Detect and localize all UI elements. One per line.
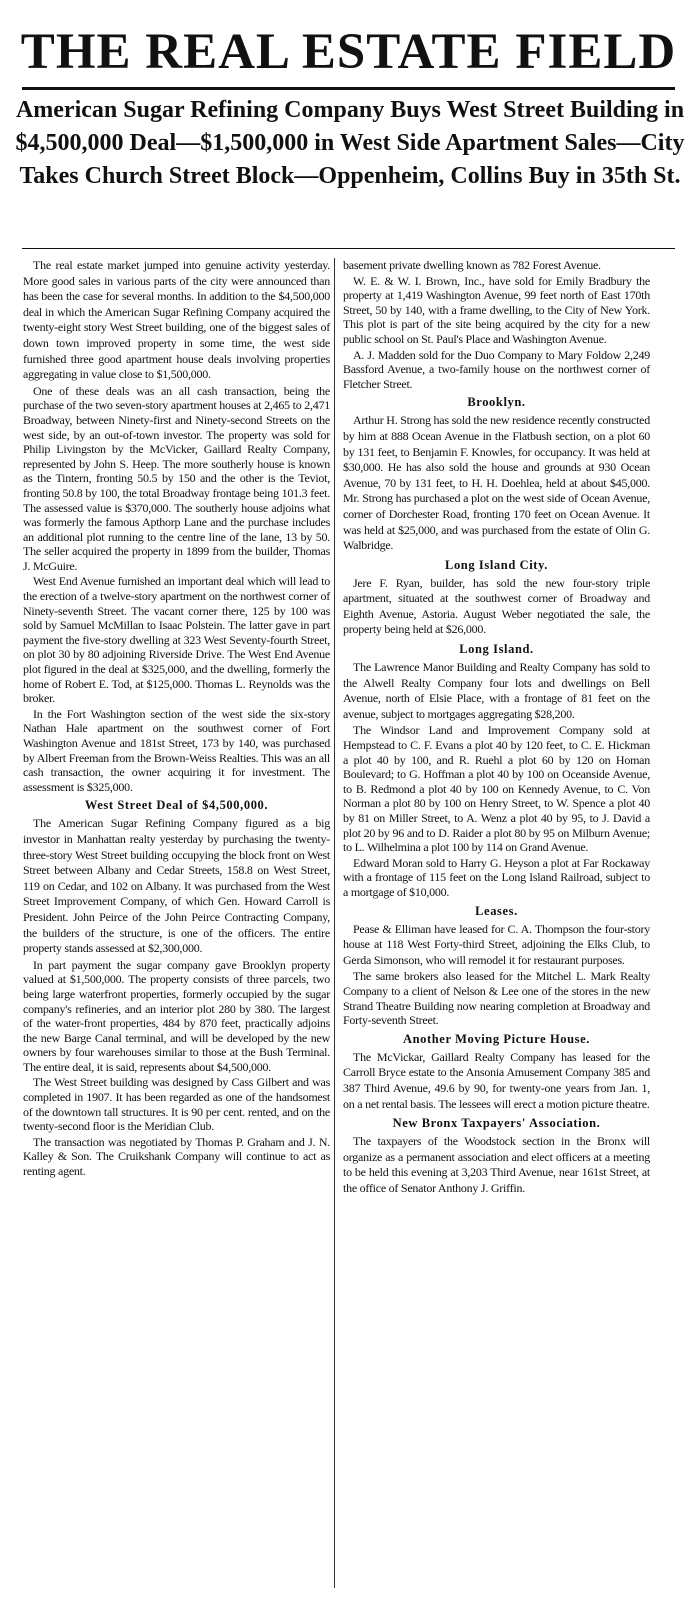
paragraph: The McVickar, Gaillard Realty Company has leased for the Carroll Bryce estate to the Ansonia Amusement Company 385 and 387 Third Avenue, 49.6 by 90, for twenty-one years from Jan. 1, on a net rental basis. The lessees will erect a motion picture theatre. — [343, 1049, 650, 1111]
section-heading: Long Island City. — [445, 557, 548, 572]
paragraph: A. J. Madden sold for the Duo Company to Mary Foldow 2,249 Bassford Avenue, a two-family house on the northwest corner of Fletcher Street. — [343, 347, 650, 391]
paragraph: One of these deals was an all cash transaction, being the purchase of the two seven-story apartment houses at 2,465 to 2,471 Broadway, between Ninety-first and Ninety-second Streets on the west side, by an out-of-town investor. The property was sold for Philip Livingston by the McVicker, Gaillard Realty Company, represented by John S. Heep. The more southerly house is known as the Tintern, fronting 50.5 by 150 and the other is the Teviot, fronting 50.8 by 100, the total Broadway frontage being 101.3 feet. The assessed value is $370,000. The southerly house adjoins what was formerly the famous Apthorp Lane and the purchase includes an additional plot running to the centre line of the lane, 13 by 50. The seller acquired the property in 1899 from the builder, Thomas J. McGuire. — [23, 383, 330, 573]
paragraph: The real estate market jumped into genuine activity yesterday. More good sales in various parts of the city were announced than has been the case for several months. In addition to the $4,500,000 deal in which the American Sugar Refining Company acquired the twenty-eight story West Street building, one of the biggest sales of down town improved property in some time, the west side furnished three good apartment house deals involving properties aggregating in value close to $1,500,000. — [23, 258, 330, 382]
section-heading: West Street Deal of $4,500,000. — [84, 798, 269, 813]
section-heading: Long Island. — [459, 642, 534, 657]
deck-subheadline: American Sugar Refining Company Buys West Street Building in $4,500,000 Deal—$1,500,000 in West Side Apartment Sales—City Takes Church Street Block—Oppenheim, Collins Buy in 35th St. — [15, 97, 685, 189]
paragraph: Arthur H. Strong has sold the new residence recently constructed by him at 888 Ocean Avenue in the Flatbush section, on a plot 60 by 131 feet, to Benjamin F. Knowles, for occupancy. It was held at $30,000. He has also sold the house and grounds at 930 Ocean Avenue, 70 by 131 feet, to H. H. Doehlea, held at about $45,000. Mr. Strong has purchased a plot on the west side of Ocean Avenue, corner of Dorchester Road, fronting 170 feet on Ocean Avenue. It was held at $25,000, and was purchased from the estate of Olin G. Walbridge. — [343, 413, 650, 553]
deck-rule — [22, 248, 675, 249]
paragraph: The taxpayers of the Woodstock section in the Bronx will organize as a permanent association and elect officers at a meeting to be held this evening at 3,203 Third Avenue, near 161st Street, at the office of Senator Anthony J. Griffin. — [343, 1134, 650, 1195]
paragraph: Pease & Elliman have leased for C. A. Thompson the four-story house at 118 West Forty-third Street, adjoining the Elks Club, to Gerda Simonson, who will remodel it for restaurant purposes. — [343, 921, 650, 967]
section-heading: Brooklyn. — [467, 395, 526, 410]
paragraph: W. E. & W. I. Brown, Inc., have sold for Emily Bradbury the property at 1,419 Washington Avenue, 99 feet north of East 170th Street, 50 by 140, with a frame dwelling, to the City of New York. This plot is part of the site being acquired by the city for a new public school on St. Paul's Place and Washington Avenue. — [343, 273, 650, 346]
paragraph: In part payment the sugar company gave Brooklyn property valued at $1,500,000. The property consists of three parcels, two being large waterfront properties, formerly occupied by the sugar company's refineries, and an interior plot 280 by 380. The largest of the water-front properties, 484 by 870 feet, practically adjoins the new Barge Canal terminal, and will be developed by the new owners by four warehouses similar to those at the Bush Terminal. The entire deal, it is said, represents about $4,500,000. — [23, 957, 330, 1074]
section-heading: Another Moving Picture House. — [402, 1031, 591, 1046]
left-column — [23, 258, 330, 1180]
section-heading: New Bronx Taxpayers' Association. — [392, 1116, 601, 1131]
paragraph: West End Avenue furnished an important deal which will lead to the erection of a twelve-story apartment on the northwest corner of Ninety-seventh Street. The vacant corner there, 125 by 100 was sold by Samuel McMillan to Isaac Polstein. The latter gave in part payment the five-story dwelling at 323 West Seventy-fourth Street, on plot 30 by 80 adjoining Riverside Drive. The West End Avenue plot figured in the deal at $325,000, and the dwelling, formerly the home of Robert E. Tod, at $125,000. Thomas L. Reynolds was the broker. — [23, 574, 330, 706]
paragraph: The Windsor Land and Improvement Company sold at Hempstead to C. F. Evans a plot 40 by 120 feet, to C. E. Hickman a plot 40 by 100, and R. Ruehl a plot 60 by 120 on Homan Boulevard; to G. Hoffman a plot 40 by 100 on Oceanside Avenue, to B. Redmond a plot 40 by 100 on Kennedy Avenue, to C. Von Norman a plot 80 by 100 on Henry Street, to W. Spence a plot 40 by 81 on Miller Street, to A. Wenz a plot 40 by 95, to J. David a plot 20 by 96 and to D. Raider a plot 80 by 95 on Milburn Avenue; to L. Wilhelmina a plot 100 by 114 on Grand Avenue. — [343, 723, 650, 855]
paragraph: The Lawrence Manor Building and Realty Company has sold to the Alwell Realty Company four lots and dwellings on Bell Avenue, north of Elsie Place, with a frontage of 81 feet on the avenue, subject to mortgages aggregating $28,200. — [343, 660, 650, 721]
paragraph: The transaction was negotiated by Thomas P. Graham and J. N. Kalley & Son. The Cruikshank Company will continue to act as renting agent. — [23, 1134, 330, 1179]
paragraph: basement private dwelling known as 782 Forest Avenue. — [343, 258, 601, 272]
paragraph: The West Street building was designed by Cass Gilbert and was completed in 1907. It has been regarded as one of the handsomest of the downtown tall structures. It is 90 per cent. rented, and on the twenty-second floor is the Meridian Club. — [23, 1075, 330, 1134]
headline: THE REAL ESTATE FIELD — [20, 24, 677, 80]
column-divider — [334, 258, 335, 1588]
section-heading: Leases. — [475, 903, 518, 918]
paragraph: In the Fort Washington section of the west side the six-story Nathan Hale apartment on the southwest corner of Fort Washington Avenue and 181st Street, 173 by 140, was purchased by Albert Freeman from the Brown-Weiss Realties. This was an all cash transaction, the owner acquiring it for investment. The assessment is $325,000. — [23, 706, 330, 794]
paragraph: The same brokers also leased for the Mitchel L. Mark Realty Company to a client of Nelson & Lee one of the stores in the new Strand Theatre Building now nearing completion at Broadway and Forty-seventh Street. — [343, 969, 650, 1028]
paragraph: Jere F. Ryan, builder, has sold the new four-story triple apartment, situated at the southwest corner of Broadway and Eighth Avenue, Astoria. August Weber negotiated the sale, the property being held at $26,000. — [343, 575, 650, 637]
right-column — [343, 258, 650, 1197]
paragraph: The American Sugar Refining Company figured as a big investor in Manhattan realty yesterday by purchasing the twenty-three-story West Street building occupying the block front on West Street between Albany and Cedar Streets, 158.8 on West Street, 119 on Cedar, and 102 on Albany. It was purchased from the West Street Improvement Company, of which Gen. Howard Carroll is President. John Peirce of the John Peirce Contracting Company, the builders of the structure, is one of the officers. The entire property stands assessed at $2,300,000. — [23, 816, 330, 956]
paragraph: Edward Moran sold to Harry G. Heyson a plot at Far Rockaway with a frontage of 115 feet on the Long Island Railroad, subject to a mortgage of $10,000. — [343, 855, 650, 899]
headline-rule — [22, 87, 675, 90]
